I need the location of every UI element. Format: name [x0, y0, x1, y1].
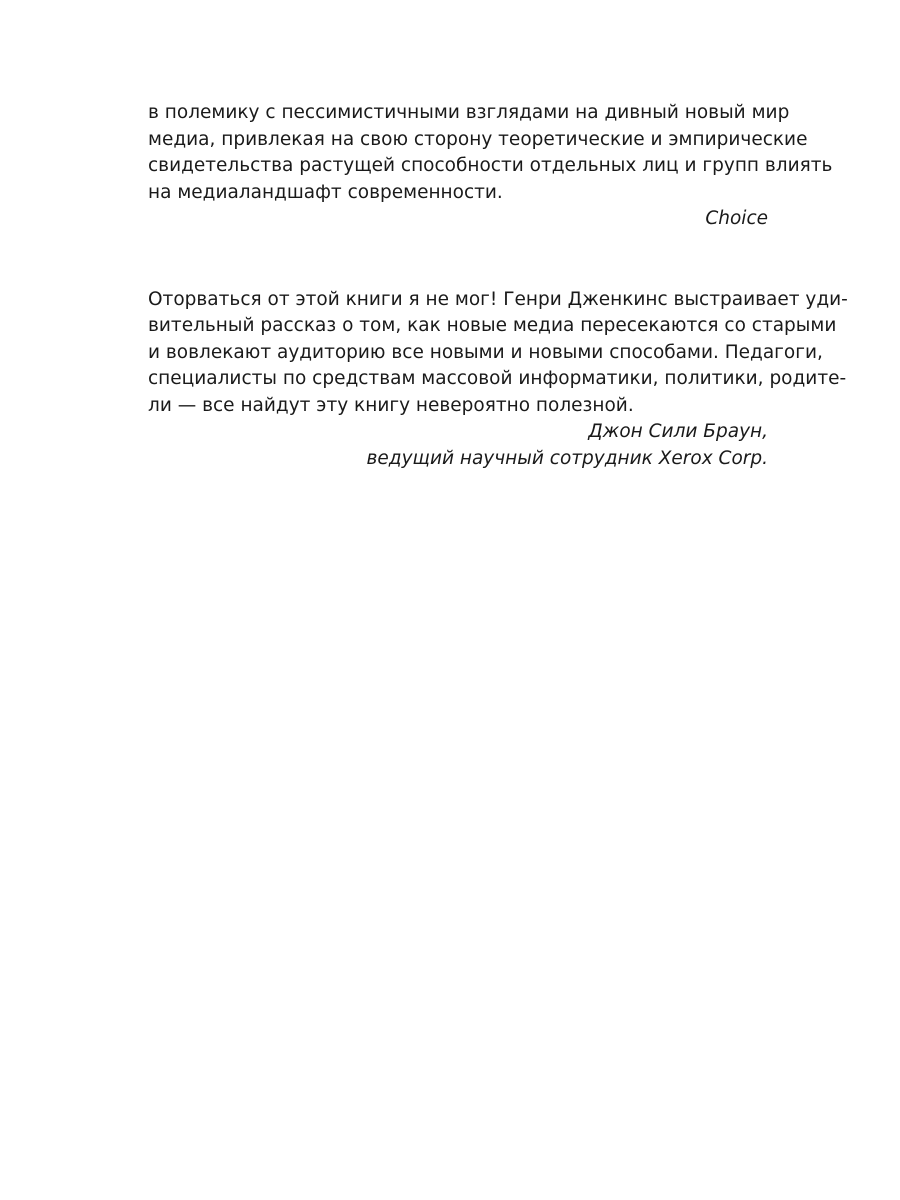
quote-attribution-role: ведущий научный сотрудник Xerox Corp.: [366, 447, 768, 469]
spacer: [148, 233, 768, 287]
quote-line: медиа, привлекая на свою сторону теоретические и эмпирические: [148, 128, 808, 150]
book-page: [148, 100, 848, 472]
quote-line: на медиаландшафт современности.: [148, 181, 503, 203]
quote-attribution: Choice: [705, 208, 768, 229]
quote-line: свидетельства растущей способности отдельных лиц и групп влиять: [148, 155, 833, 176]
quote-line: специалисты по средствам массовой информатики, политики, родите-: [148, 368, 847, 389]
quote-line: вительный рассказ о том, как новые медиа пересекаются со старыми: [148, 315, 837, 336]
quote-line: ли — все найдут эту книгу невероятно полезной.: [148, 394, 634, 416]
quote-line: Оторваться от этой книги я не мог! Генри Дженкинс выстраивает уди-: [148, 288, 848, 310]
quote-line: и вовлекают аудиторию все новыми и новыми способами. Педагоги,: [148, 341, 823, 363]
quote-attribution-name: Джон Сили Браун,: [588, 421, 768, 442]
review-quote-choice: [148, 100, 833, 233]
quote-line: в полемику с пессимистичными взглядами на дивный новый мир: [148, 102, 790, 123]
review-quote-brown: [148, 287, 848, 473]
